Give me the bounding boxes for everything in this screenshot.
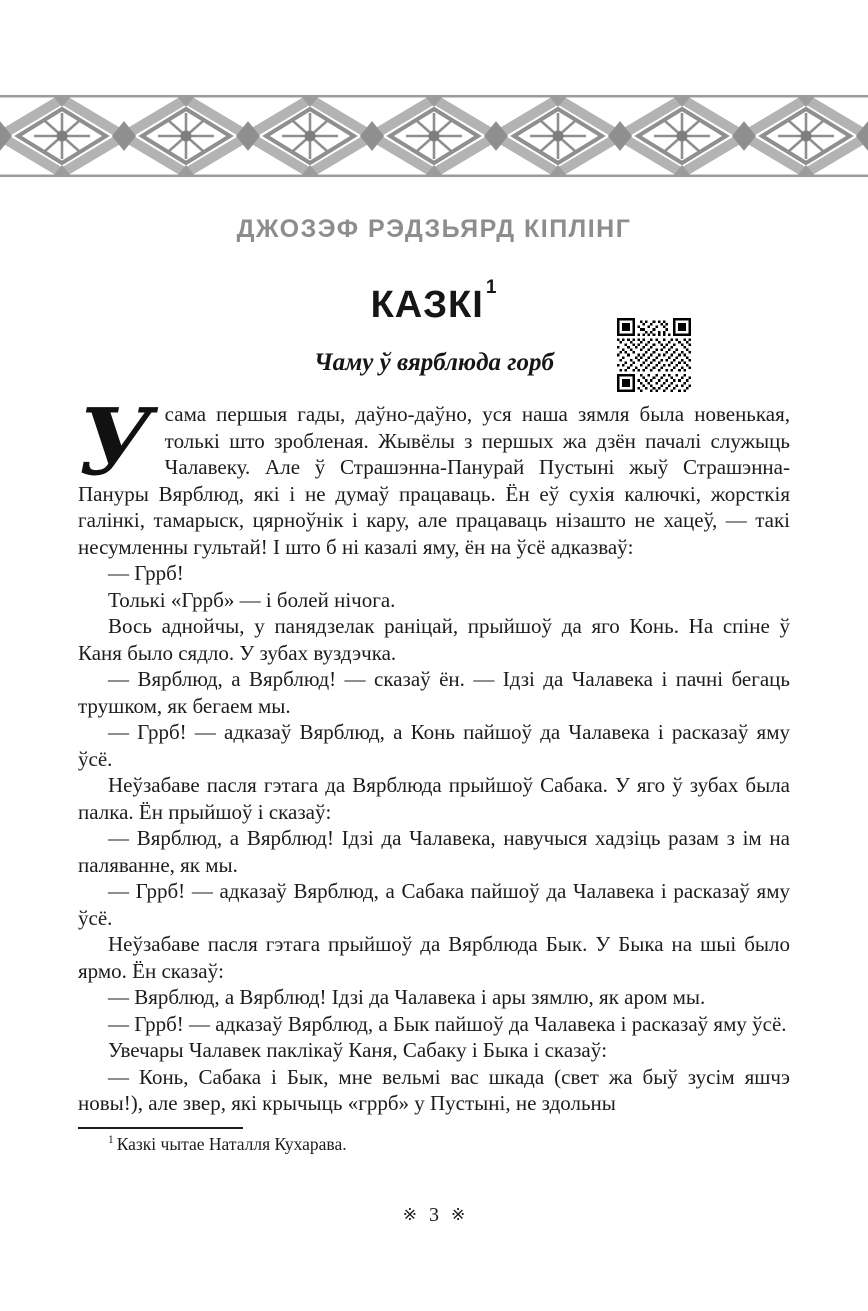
paragraph: — Вярблюд, а Вярблюд! — сказаў ён. — Ідзі да Чалавека і пачні бегаць трушком, як бегаем мы. xyxy=(78,667,790,718)
footnote-ref: 1 xyxy=(108,1133,114,1146)
paragraph: — Гррб! xyxy=(108,561,184,585)
ornament-band xyxy=(0,95,868,177)
paragraph: — Гррб! — адказаў Вярблюд, а Конь пайшоў да Чалавека і расказаў яму ўсё. xyxy=(78,720,790,771)
footnote xyxy=(78,1134,790,1155)
paragraph: — Конь, Сабака і Бык, мне вельмі вас шкада (свет жа быў зусім яшчэ новы!), але звер, які крычыць «гррб» у Пустыні, не здольны xyxy=(78,1064,790,1115)
paragraph: Увечары Чалавек паклікаў Каня, Сабаку і Быка і сказаў: xyxy=(108,1038,608,1062)
paragraph: Усама першыя гады, даўно-даўно, уся наша зямля была новенькая, толькі што зробленая. Жывёлы з першых жа дзён пачалі служыць Чалавеку. Але ў Страшэнна-Панурай Пустыні жыў Страшэнна-Пануры Вярблюд, які і не думаў працаваць. Ён еў сухія калючкі, жорсткія галінкі, тамарыск, цярноўнік і кару, але працаваць нізашто не хацеў, — такі несумленны гультай! І што б ні казалі яму, ён на ўсё адказваў: xyxy=(78,388,790,559)
book-title xyxy=(0,276,868,327)
footnote-area xyxy=(78,1127,790,1155)
qr-code-icon xyxy=(617,318,691,392)
page-number xyxy=(0,1204,868,1227)
paragraph: — Гррб! — адказаў Вярблюд, а Сабака пайшоў да Чалавека і расказаў яму ўсё. xyxy=(78,879,790,930)
paragraph: Вось аднойчы, у панядзелак раніцай, прыйшоў да яго Конь. На спіне ў Каня было сядло. У зубах вуздэчка. xyxy=(78,614,790,665)
paragraph: Неўзабаве пасля гэтага прыйшоў да Вярблюда Бык. У Быка на шыі было ярмо. Ён сказаў: xyxy=(78,932,790,983)
paragraph: Толькі «Гррб» — і болей нічога. xyxy=(108,587,396,612)
pageno-ornament-right-icon: ※ xyxy=(451,1205,466,1224)
story-subtitle: Чаму ў вярблюда горб xyxy=(313,349,555,376)
pageno-ornament-left-icon: ※ xyxy=(402,1205,417,1224)
book-title-text: КАЗКІ xyxy=(370,284,484,326)
pageno-value: 3 xyxy=(429,1204,439,1226)
paragraph: — Вярблюд, а Вярблюд! Ідзі да Чалавека, навучыся хадзіць разам з ім на паляванне, як мы. xyxy=(78,826,790,877)
paragraph: — Гррб! — адказаў Вярблюд, а Бык пайшоў да Чалавека і расказаў яму ўсё. xyxy=(108,1011,787,1036)
paragraph: Неўзабаве пасля гэтага да Вярблюда прыйшоў Сабака. У яго ў зубах была палка. Ён прыйшоў і сказаў: xyxy=(78,773,790,824)
paragraph: — Вярблюд, а Вярблюд! Ідзі да Чалавека і ары зямлю, як аром мы. xyxy=(108,985,706,1009)
author-heading: ДЖОЗЭФ РЭДЗЬЯРД КІПЛІНГ xyxy=(236,215,632,243)
dropcap-letter: У xyxy=(78,388,153,496)
story-text xyxy=(78,388,790,1117)
footnote-divider xyxy=(78,1127,243,1129)
title-footnote-ref: 1 xyxy=(485,276,498,298)
footnote-text: Казкі чытае Наталля Кухарава. xyxy=(116,1133,347,1154)
